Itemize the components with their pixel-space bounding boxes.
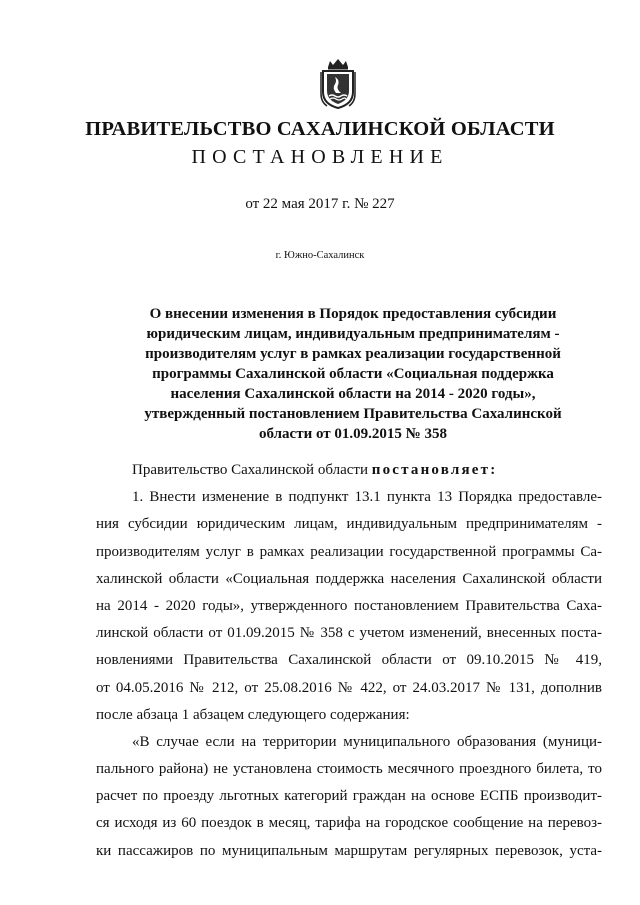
paragraph-line: 1. Внести изменение в подпункт 13.1 пункта 13 Порядка предоставле- — [132, 489, 602, 506]
document-date-number: от 22 мая 2017 г. № 227 — [245, 196, 395, 212]
subject-line: населения Сахалинской области на 2014 - 2020 годы», — [170, 386, 536, 402]
document-place: г. Южно-Сахалинск — [275, 250, 365, 261]
document-subject — [118, 304, 588, 444]
paragraph-line: на 2014 - 2020 годы», утвержденного постановлением Правительства Саха- — [96, 597, 602, 614]
quote-line: ся исходя из 60 поездок в месяц, тарифа на городское сообщение на перевоз- — [96, 815, 602, 832]
quote-line: «В случае если на территории муниципального образования (муници- — [132, 733, 602, 750]
quote-line: ки пассажиров по муниципальным маршрутам регулярных перевозок, уста- — [96, 842, 602, 859]
paragraph-line: после абзаца 1 абзацем следующего содержания: — [96, 706, 410, 723]
quote-line: расчет по проезду льготных категорий граждан на основе ЕСПБ производит- — [96, 788, 602, 805]
paragraph-line: от 04.05.2016 № 212, от 25.08.2016 № 422, от 24.03.2017 № 131, дополнив — [96, 679, 602, 696]
body-intro — [96, 457, 602, 484]
paragraph-line: ния субсидии юридическим лицам, индивидуальным предпринимателям - — [96, 516, 602, 533]
document-body — [96, 457, 602, 865]
intro-text: Правительство Сахалинской области — [132, 462, 372, 478]
subject-line: области от 01.09.2015 № 358 — [259, 426, 447, 442]
paragraph-line: линской области от 01.09.2015 № 358 с учетом изменений, внесенных поста- — [96, 625, 602, 642]
intro-emphasis: постановляет: — [371, 462, 498, 478]
government-title: ПРАВИТЕЛЬСТВО САХАЛИНСКОЙ ОБЛАСТИ — [85, 118, 555, 140]
subject-line: производителям услуг в рамках реализации государственной — [145, 346, 561, 362]
subject-line: утвержденный постановлением Правительства Сахалинской — [144, 406, 562, 422]
subject-line: юридическим лицам, индивидуальным предпринимателям - — [146, 326, 560, 342]
paragraph-line: производителям услуг в рамках реализации государственной программы Са- — [96, 543, 602, 560]
paragraph-line: халинской области «Социальная поддержка населения Сахалинской области — [96, 570, 602, 587]
document-type: ПОСТАНОВЛЕНИЕ — [191, 146, 449, 168]
subject-line: О внесении изменения в Порядок предоставления субсидии — [149, 306, 557, 322]
quote-line: пального района) не установлена стоимость месячного проездного билета, то — [96, 761, 602, 778]
sakhalin-coat-of-arms-icon — [319, 58, 357, 110]
paragraph-line: новлениями Правительства Сахалинской области от 09.10.2015 № 419, — [96, 652, 602, 669]
subject-line: программы Сахалинской области «Социальная поддержка — [152, 366, 554, 382]
